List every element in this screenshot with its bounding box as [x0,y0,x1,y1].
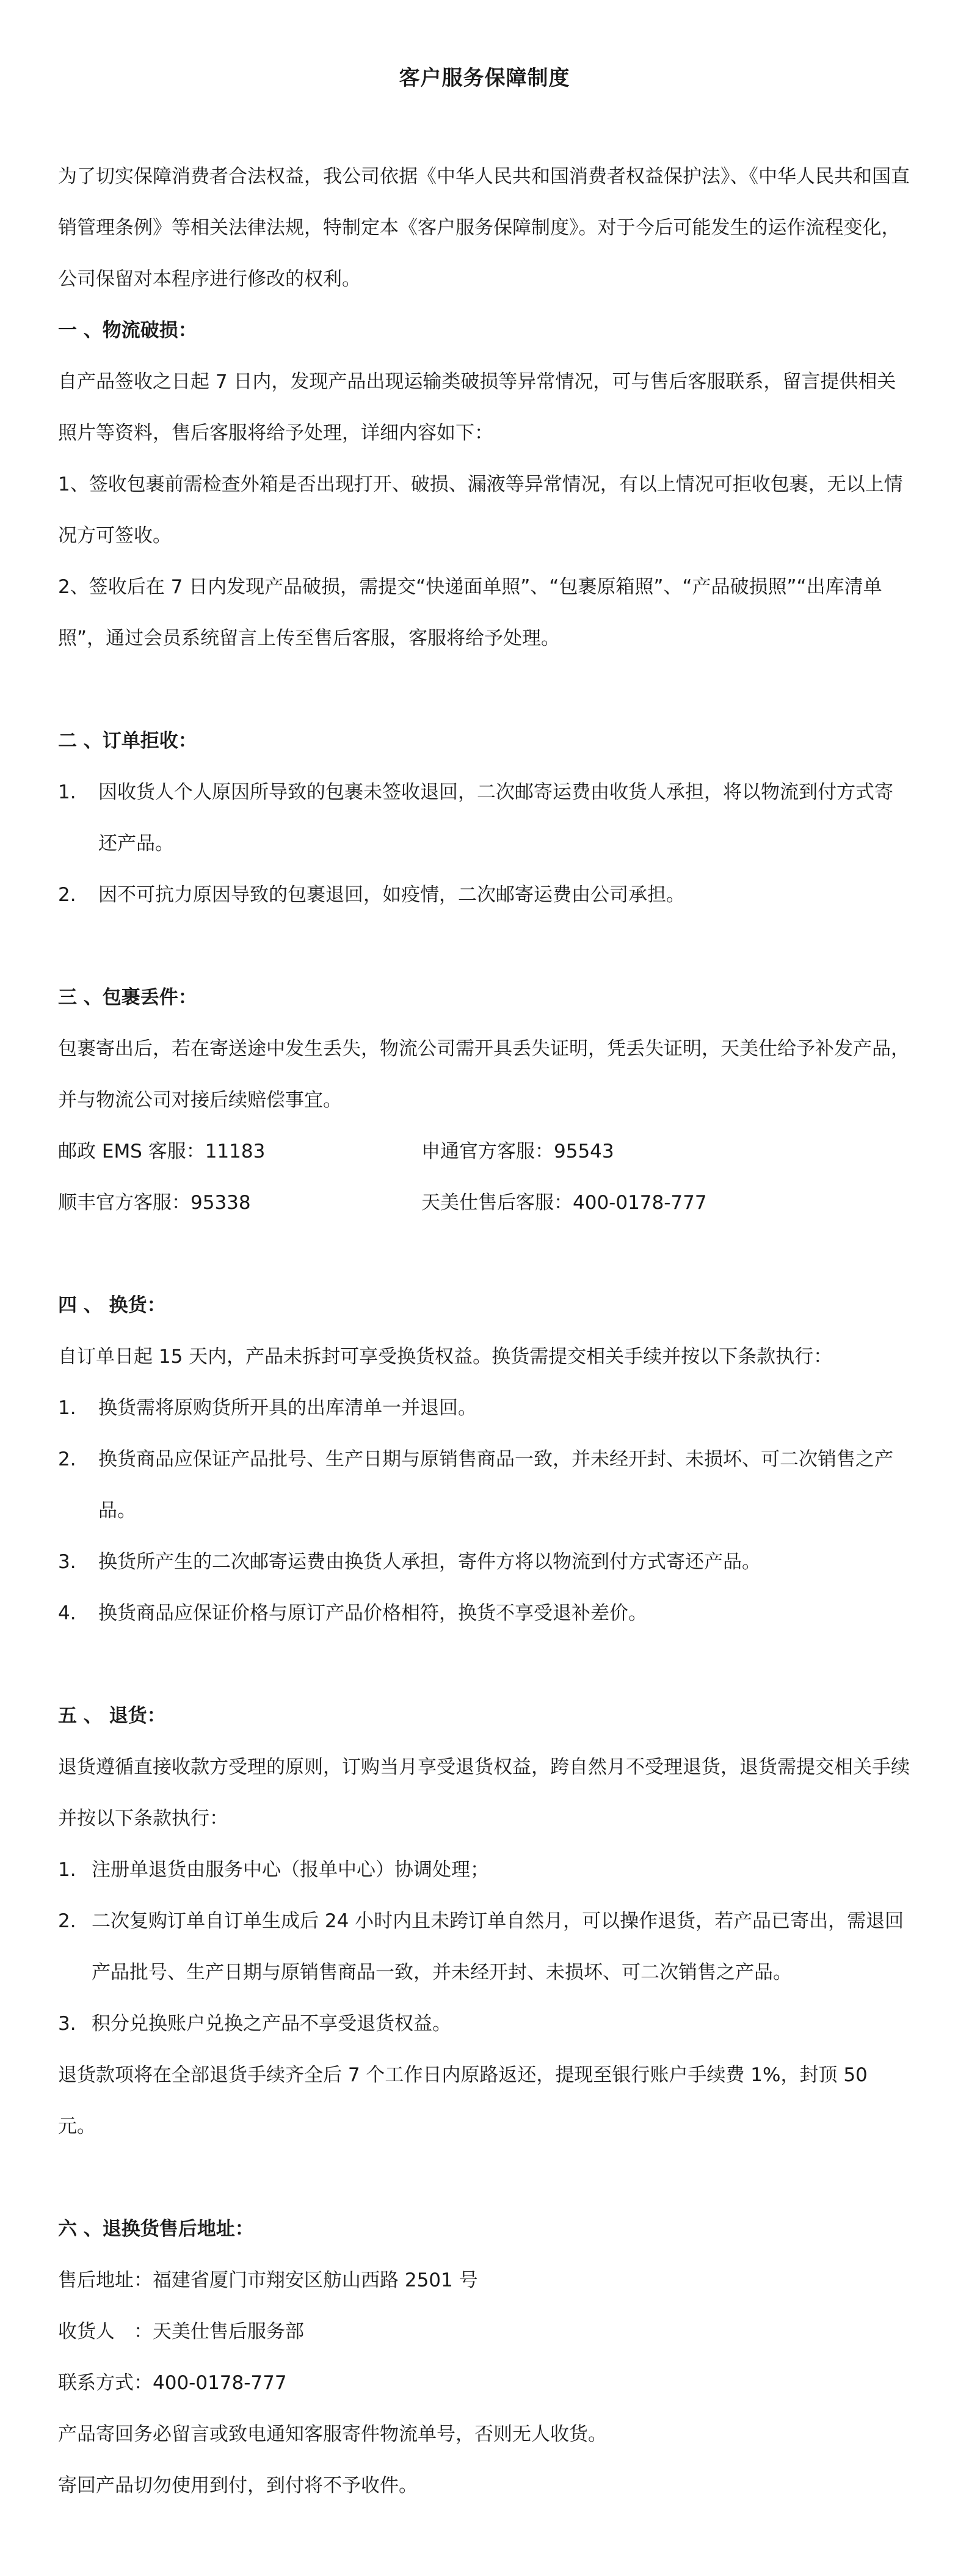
spacer [58,1228,911,1280]
item-number: 1. [58,1859,76,1881]
spacer [58,921,911,972]
section-3-intro: 包裹寄出后，若在寄送途中发生丢失，物流公司需开具丢失证明，凭丢失证明，天美仕给予补发产品，并与物流公司对接后续赔偿事宜。 [58,1038,910,1111]
section-1-heading: 一 、物流破损： [58,319,197,341]
section-4-item-3 [58,1536,911,1588]
item-text: 积分兑换账户兑换之产品不享受退货权益。 [92,2013,451,2035]
item-number: 2. [58,884,76,906]
section-4-item-1 [58,1382,911,1434]
section-5-footer: 退货款项将在全部退货手续齐全后 7 个工作日内原路返还，提现至银行账户手续费 1%，封顶 50 元。 [58,2064,868,2137]
section-1-intro: 自产品签收之日起 7 日内，发现产品出现运输类破损等异常情况，可与售后客服联系，留言提供相关照片等资料，售后客服将给予处理，详细内容如下： [58,371,896,444]
section-4-intro: 自订单日起 15 天内，产品未拆封可享受换货权益。换货需提交相关手续并按以下条款执行： [58,1346,833,1368]
section-1-item-1: 1、签收包裹前需检查外箱是否出现打开、破损、漏液等异常情况，有以上情况可拒收包裹，无以上情况方可签收。 [58,473,903,547]
contact-ems: 邮政 EMS 客服：11183 [58,1140,266,1162]
contact-sto: 申通官方客服：95543 [421,1140,614,1162]
item-text: 换货商品应保证产品批号、生产日期与原销售商品一致，并未经开封、未损坏、可二次销售之产品。 [98,1448,893,1522]
contact-row-2 [58,1177,911,1228]
section-2-item-1 [58,767,911,869]
item-number: 1. [58,1397,76,1419]
spacer [58,2152,911,2203]
spacer [58,1639,911,1690]
section-5-heading: 五 、 退货： [58,1705,166,1727]
item-text: 二次复购订单自订单生成后 24 小时内且未跨订单自然月，可以操作退货，若产品已寄出，需退回产品批号、生产日期与原销售商品一致，并未经开封、未损坏、可二次销售之产品。 [92,1910,904,1983]
spacer [58,664,911,715]
recipient: 收货人 ：天美仕售后服务部 [58,2321,304,2343]
section-5-item-1 [58,1844,911,1896]
item-number: 4. [58,1602,76,1624]
contact-phone: 联系方式：400-0178-777 [58,2372,287,2394]
section-3-heading: 三 、包裹丢件： [58,987,197,1009]
item-text: 因不可抗力原因导致的包裹退回，如疫情，二次邮寄运费由公司承担。 [98,884,685,906]
item-text: 因收货人个人原因所导致的包裹未签收退回，二次邮寄运费由收货人承担，将以物流到付方式寄还产品。 [98,781,893,855]
item-text: 换货需将原购货所开具的出库清单一并退回。 [98,1397,477,1419]
section-5-item-2 [58,1896,911,1998]
after-sales-address: 售后地址：福建省厦门市翔安区舫山西路 2501 号 [58,2269,478,2291]
item-number: 2. [58,1910,76,1932]
item-text: 换货商品应保证价格与原订产品价格相符，换货不享受退补差价。 [98,1602,647,1624]
return-note-2: 寄回产品切勿使用到付，到付将不予收件。 [58,2475,418,2497]
section-5-item-3 [58,1998,911,2049]
section-4-item-4 [58,1588,911,1639]
section-5-intro: 退货遵循直接收款方受理的原则，订购当月享受退货权益，跨自然月不受理退货，退货需提交相关手续并按以下条款执行： [58,1756,910,1830]
return-note-1: 产品寄回务必留言或致电通知客服寄件物流单号，否则无人收货。 [58,2423,607,2445]
contact-tiens: 天美仕售后客服：400-0178-777 [421,1192,707,1214]
section-6-heading: 六 、退换货售后地址： [58,2218,254,2240]
item-number: 2. [58,1448,76,1470]
item-number: 3. [58,2013,76,2035]
section-1-item-2: 2、签收后在 7 日内发现产品破损，需提交“快递面单照”、“包裹原箱照”、“产品破损照”“出库清单照”，通过会员系统留言上传至售后客服，客服将给予处理。 [58,576,882,649]
section-2-heading: 二 、订单拒收： [58,730,197,752]
section-4-item-2 [58,1434,911,1536]
section-4-heading: 四 、 换货： [58,1294,166,1316]
item-number: 3. [58,1551,76,1573]
section-2-item-2 [58,869,911,921]
intro-paragraph: 为了切实保障消费者合法权益，我公司依据《中华人民共和国消费者权益保护法》、《中华人民共和国直销管理条例》等相关法律法规，特制定本《客户服务保障制度》。对于今后可能发生的运作流程变化，公司保留对本程序进行修改的权利。 [58,166,910,290]
item-text: 换货所产生的二次邮寄运费由换货人承担，寄件方将以物流到付方式寄还产品。 [98,1551,761,1573]
document-title: 客户服务保障制度 [399,66,570,90]
item-text: 注册单退货由服务中心（报单中心）协调处理； [92,1859,489,1881]
contact-sf: 顺丰官方客服：95338 [58,1192,251,1214]
item-number: 1. [58,781,76,803]
contact-row-1 [58,1126,911,1177]
